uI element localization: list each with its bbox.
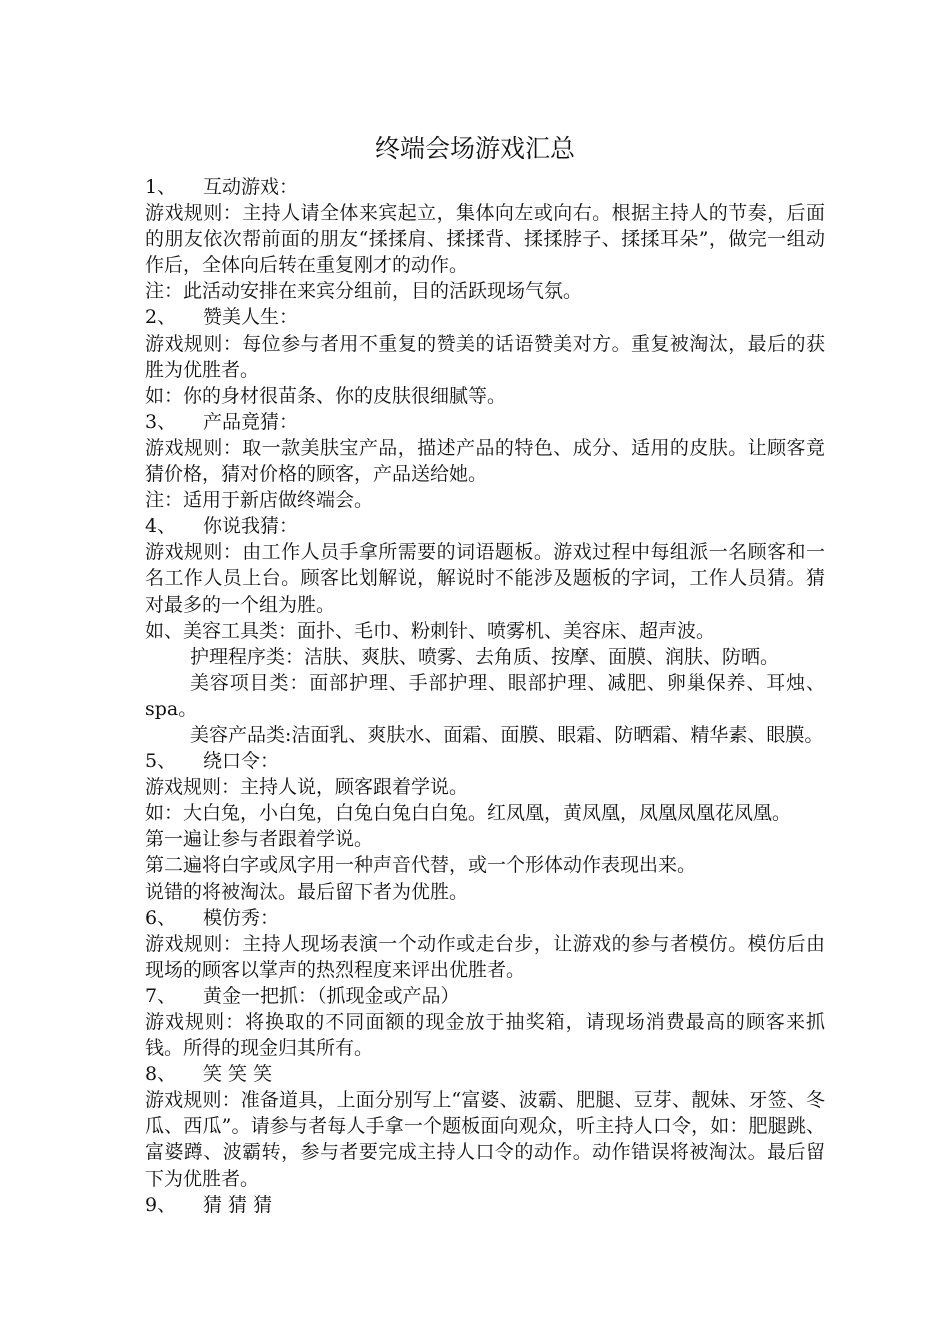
section-heading [145, 174, 825, 200]
section-number: 3、 [145, 410, 177, 433]
section-title: 猜 猜 猜 [203, 1193, 273, 1216]
paragraph-text: 第一遍让参与者跟着学说。 [145, 828, 374, 851]
section-number: 1、 [145, 176, 177, 198]
section-heading [145, 905, 825, 931]
section-number: 9、 [145, 1193, 177, 1216]
paragraph [145, 931, 825, 983]
paragraph-text: 注：此活动安排在来宾分组前，目的活跃现场气氛。 [145, 280, 583, 303]
document-title: 终端会场游戏汇总 [374, 134, 575, 163]
paragraph [145, 331, 825, 383]
paragraph [145, 487, 825, 513]
paragraph [145, 852, 825, 878]
section-heading [145, 513, 825, 539]
document-body [145, 174, 825, 1218]
paragraph [145, 539, 825, 617]
paragraph-text: 游戏规则：取一款美肤宝产品，描述产品的特色、成分、适用的皮肤。让顾客竟猜价格，猜对价格的顾客，产品送给她。 [145, 436, 825, 486]
paragraph-text: 如、美容工具类：面扑、毛巾、粉刺针、喷雾机、美容床、超声波。 [145, 619, 716, 642]
paragraph [145, 618, 825, 644]
paragraph-text: 游戏规则：将换取的不同面额的现金放于抽奖箱，请现场消费最高的顾客来抓钱。所得的现金归其所有。 [145, 1011, 825, 1060]
paragraph [145, 774, 825, 800]
section-heading [145, 1061, 825, 1087]
paragraph [145, 383, 825, 409]
paragraph [145, 200, 825, 278]
paragraph [145, 826, 825, 852]
paragraph [145, 278, 825, 304]
section-title: 互动游戏： [203, 176, 299, 198]
paragraph [145, 644, 825, 670]
section-number: 7、 [145, 984, 177, 1007]
section-title: 黄金一把抓：（抓现金或产品） [203, 984, 460, 1007]
paragraph [145, 435, 825, 487]
paragraph [145, 800, 825, 826]
paragraph-text: 说错的将被淘汰。最后留下者为优胜。 [145, 880, 469, 903]
section-title: 模仿秀： [203, 906, 280, 929]
paragraph-text: 如：大白兔，小白兔，白兔白兔白白兔。红凤凰，黄凤凰，凤凰凤凰花凤凰。 [145, 802, 792, 825]
paragraph-text: 第二遍将白字或凤字用一种声音代替，或一个形体动作表现出来。 [145, 854, 697, 877]
section-heading [145, 409, 825, 435]
section-number: 8、 [145, 1063, 177, 1086]
paragraph [145, 1009, 825, 1061]
paragraph-text: 护理程序类：洁肤、爽肤、喷雾、去角质、按摩、面膜、润肤、防晒。 [190, 645, 780, 668]
section-heading [145, 1192, 825, 1218]
paragraph-text: 注：适用于新店做终端会。 [145, 489, 374, 512]
paragraph [145, 722, 825, 748]
section-number: 4、 [145, 515, 177, 538]
section-number: 2、 [145, 306, 177, 329]
paragraph [145, 879, 825, 905]
section-heading [145, 748, 825, 774]
paragraph-text: 游戏规则：准备道具，上面分别写上“富婆、波霸、肥腿、豆芽、靓妹、牙签、冬瓜、西瓜”。请参与者每人手拿一个题板面向观众，听主持人口令，如：肥腿跳、富婆蹲、波霸转，参与者要完成主持人口令的动作。动作错误将被淘汰。最后留下为优胜者。 [145, 1089, 825, 1190]
section-title: 你说我猜： [203, 515, 299, 538]
paragraph-text: 游戏规则：主持人请全体来宾起立，集体向左或向右。根据主持人的节奏，后面的朋友依次帮前面的朋友“揉揉肩、揉揉背、揉揉脖子、揉揉耳朵”，做完一组动作后，全体向后转在重复刚才的动作。 [145, 202, 825, 277]
paragraph [145, 1087, 825, 1191]
paragraph-text: 游戏规则：主持人说，顾客跟着学说。 [145, 776, 469, 799]
section-title: 绕口令： [203, 750, 280, 773]
section-number: 5、 [145, 750, 177, 773]
paragraph-text: 美容产品类:洁面乳、爽肤水、面霜、面膜、眼霜、防晒霜、精华素、眼膜。 [190, 723, 824, 746]
section-heading [145, 304, 825, 330]
paragraph-text: 游戏规则：主持人现场表演一个动作或走台步，让游戏的参与者模仿。模仿后由现场的顾客以掌声的热烈程度来评出优胜者。 [145, 932, 825, 981]
section-title: 赞美人生： [203, 306, 299, 329]
section-heading [145, 983, 825, 1009]
paragraph-text: 美容项目类：面部护理、手部护理、眼部护理、减肥、卵巢保养、耳烛、spa。 [145, 671, 825, 720]
paragraph-text: 游戏规则：由工作人员手拿所需要的词语题板。游戏过程中每组派一名顾客和一名工作人员上台。顾客比划解说，解说时不能涉及题板的字词，工作人员猜。猜对最多的一个组为胜。 [145, 541, 825, 616]
paragraph [145, 670, 825, 722]
section-title: 产品竟猜： [203, 410, 299, 433]
paragraph-text: 游戏规则：每位参与者用不重复的赞美的话语赞美对方。重复被淘汰，最后的获胜为优胜者。 [145, 332, 825, 381]
section-title: 笑 笑 笑 [203, 1063, 273, 1086]
section-number: 6、 [145, 906, 177, 929]
paragraph-text: 如：你的身材很苗条、你的皮肤很细腻等。 [145, 384, 507, 407]
